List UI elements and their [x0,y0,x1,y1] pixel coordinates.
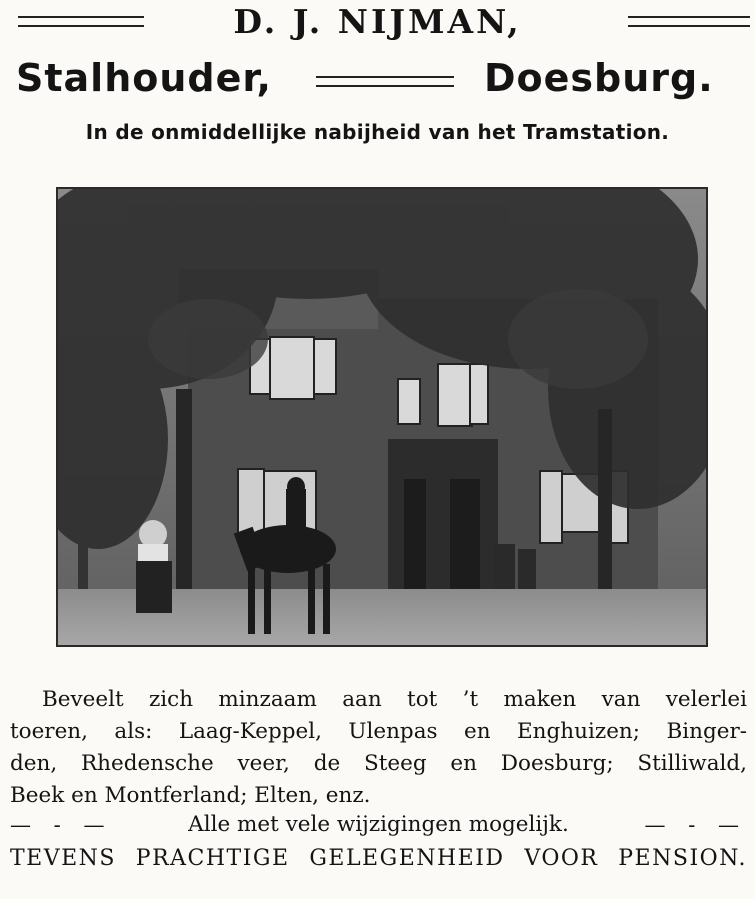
occupation: Stalhouder, [16,56,272,100]
dashes-right: — - — [644,812,747,837]
pension-note: TEVENS PRACHTIGE GELEGENHEID VOOR PENSION. [10,846,747,871]
body-line-4: Beek en Montferland; Elten, enz. [10,783,371,808]
business-name: D. J. NIJMAN, [233,2,522,41]
photo-illustration [58,189,706,645]
town: Doesburg. [484,56,714,100]
body-line-3: den, Rhedensche veer, de Steeg en Doesburg; Stilliwald, [10,751,747,776]
tagline: In de onmiddellijke nabijheid van het Tramstation. [85,120,670,144]
photograph [56,187,708,647]
alternatives-line [10,812,747,837]
dashes-left: — - — [10,812,113,837]
alternatives-text: Alle met vele wijzigingen mogelijk. [188,812,569,837]
body-line-2: toeren, als: Laag-Keppel, Ulenpas en Enghuizen; Binger- [10,719,747,744]
advert-body [10,684,747,812]
body-line-1: Beveelt zich minzaam aan tot ’t maken van velerlei [42,687,747,712]
subline-rule [316,76,454,87]
